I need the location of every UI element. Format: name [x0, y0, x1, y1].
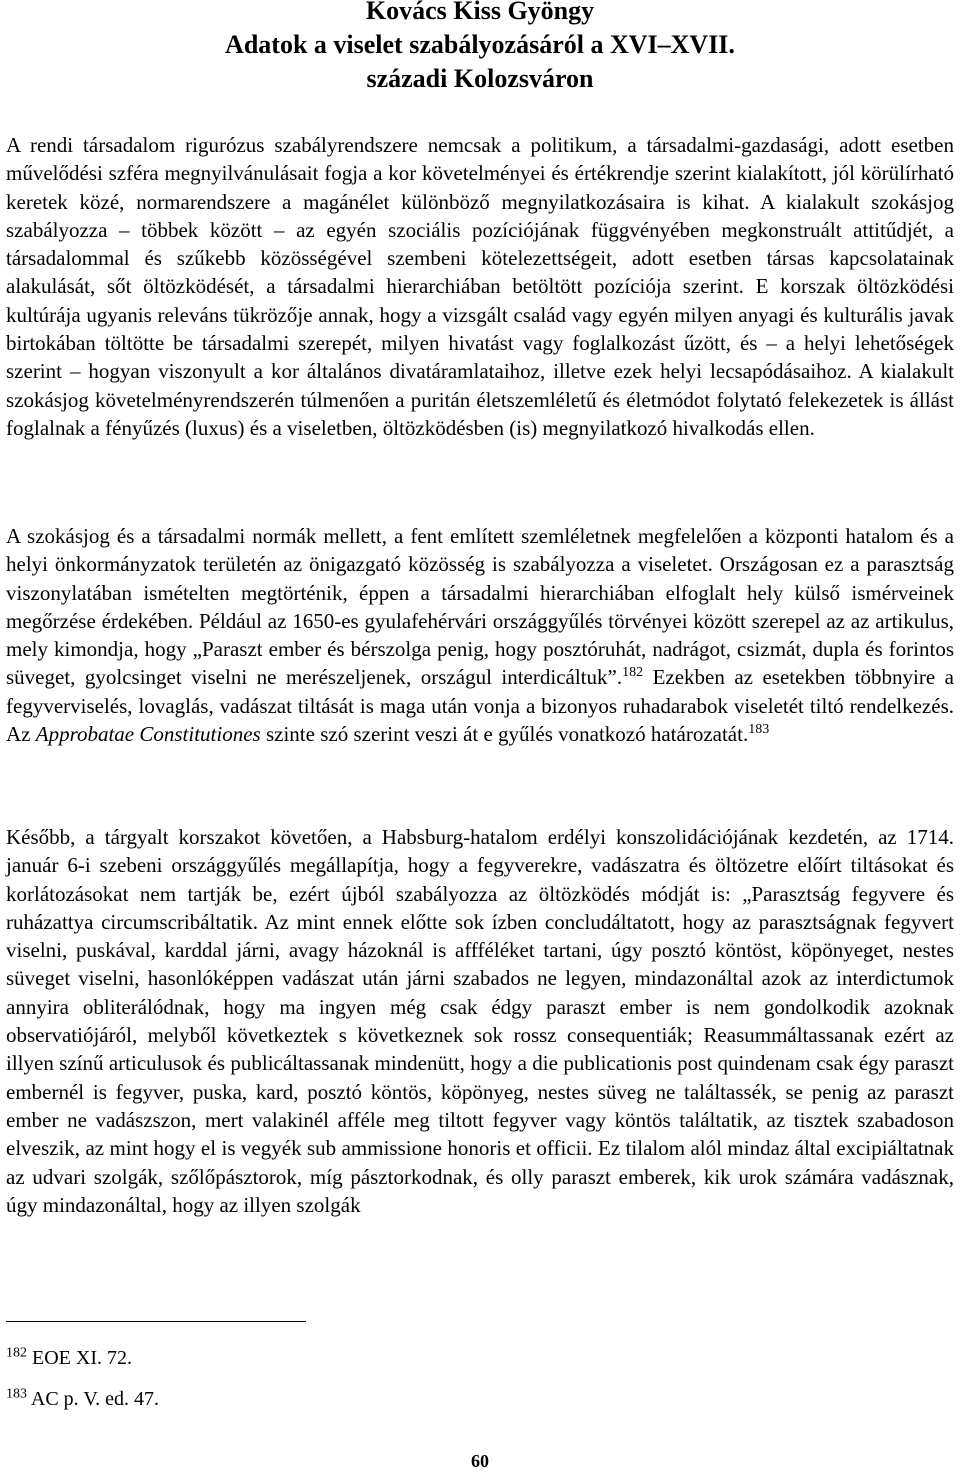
page-number: 60 [471, 1451, 489, 1471]
footnote-text: AC p. V. ed. 47. [27, 1388, 160, 1410]
footnote-text: EOE XI. 72. [27, 1347, 132, 1369]
article-title-line-1: Adatok a viselet szabályozásáról a XVI–XVII. [225, 30, 735, 59]
article-title-line-2: századi Kolozsváron [366, 64, 594, 93]
paragraph-2-part-c: szinte szó szerint veszi át e gyűlés vonatkozó határozatát. [260, 722, 749, 747]
footnote-182 [6, 1345, 132, 1371]
footnote-183 [6, 1386, 159, 1412]
footnote-ref-182[interactable]: 182 [622, 665, 644, 681]
paragraph-2 [6, 522, 954, 748]
footnote-number: 183 [6, 1386, 27, 1402]
paragraph-3-text: Később, a tárgyalt korszakot követően, a Habsburg-hatalom erdélyi konszolidációjának kezdetén, az 1714. január 6-i szebeni országgyűlés megállapítja, hogy a fegyverekre, vadászatra és öltözetre előírt tiltásokat és korlátozásokat nem tartják be, ezért újból szabályozza az öltözködés módját is: „Parasztság fegyvere és ruházattya circumscribáltatik. Az mint ennek előtte sok ízben concludáltatott, hogy az parasztságnak fegyvert viselni, puskával, karddal járni, avagy házoknál is affféléket tartani, úgy posztó köntöst, köpönyeget, nestes süveget viselni, hasonlóképpen vadászat után járni szabados ne legyen, mindazonáltal azok az interdictumok annyira obliterálódnak, hogy ma ingyen még csak édgy paraszt ember is nem gondolkodik azoknak observatiójáról, melyből következtek s következnek sok rossz consequentiák; Reasummáltassanak ezért az illyen színű articulusok és publicáltassanak mindenütt, hogy a die publicationis post quindenam csak égy paraszt embernél is fegyver, puska, kard, posztó köntös, köpönyeg, nestes süveg ne találtassék, se penig az paraszt ember ne vadászszon, mert valakinél afféle meg tiltott fegyver vagy köntös találtatik, az tisztek szabadoson elveszik, az mint hogy el is vegyék sub ammissione honoris et officii. Ez tilalom alól mindaz által excipiáltatnak az udvari szolgák, szőlőpásztorok, míg pásztorkodnak, és olly paraszt emberek, kik urok számára vadásznak, úgy mindazonáltal, hogy az illyen szolgák [6, 825, 954, 1217]
author-name: Kovács Kiss Gyöngy [365, 0, 595, 25]
paragraph-2-text [6, 522, 954, 748]
footnote-separator [6, 1321, 306, 1322]
paragraph-1 [6, 131, 954, 442]
italic-title: Approbatae Constitutiones [35, 722, 261, 747]
footnote-number: 182 [6, 1345, 27, 1361]
paragraph-2-part-a: A szokásjog és a társadalmi normák mellett, a fent említett szemléletnek megfelelően a központi hatalom és a helyi önkormányzatok területén az önigazgató közösség is szabályozza a viseletet. Országosan ez a parasztság viszonylatában ismételten megtörténik, éppen a társadalmi hierarchiában elfoglalt hely külső ismérveinek megőrzése érdekében. Például az 1650-es gyulafehérvári országgyűlés törvényei között szerepel az az artikulus, mely kimondja, hogy „Paraszt ember és bérszolga penig, hogy posztóruhát, nadrágot, csizmát, dupla és forintos süveget, gyolcsinget viselni ne merészeljenek, országul interdicáltuk”. [6, 524, 954, 690]
paragraph-3 [6, 823, 954, 1219]
paragraph-2-part-b: Ezekben az esetekben többnyire a fegyverviselés, lovaglás, vadászat tiltását is maga után vonja a bizonyos ruhadarabok viseletét tiltó rendelkezés. Az [6, 665, 955, 747]
footnote-ref-183[interactable]: 183 [748, 722, 770, 738]
paragraph-1-text: A rendi társadalom rigurózus szabályrendszere nemcsak a politikum, a társadalmi-gazdasági, adott esetben művelődési szféra megnyilvánulásait fogja a kor követelményei és értékrendje szerint kialakított, jól körülírható keretek közé, normarendszere a magánélet különböző megnyilatkozásaira is kihat. A kialakult szokásjog szabályozza – többek között – az egyén szociális pozíciójának függvényében megkonstruált attitűdjét, a társadalommal és szűkebb közösségével szembeni kötelezettségeit, adott esetben társas kapcsolatainak alakulását, sőt öltözködését, a társadalmi hierarchiában betöltött pozíciója szerint. E korszak öltözködési kultúrája ugyanis releváns tükrözője annak, hogy a vizsgált család vagy egyén milyen anyagi és kulturális javak birtokában töltötte be társadalmi szerepét, milyen hivatást vagy foglalkozást űzött, és – a helyi lehetőségek szerint – hogyan viszonyult a kor általános divatáramlataihoz, illetve ezek helyi lecsapódásaihoz. A kialakult szokásjog követelményrendszerén túlmenően a puritán életszemléletű és életmódot folytató felekezetek is állást foglalnak a fényűzés (luxus) és a viseletben, öltözködésben (is) megnyilatkozó hivalkodás ellen. [6, 133, 954, 440]
